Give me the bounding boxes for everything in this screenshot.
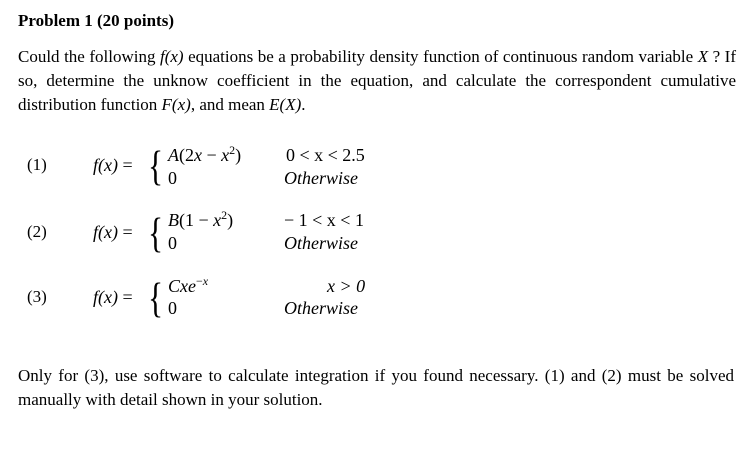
- equation-2-cond2: Otherwise: [284, 233, 358, 253]
- equation-3-label: (3): [27, 287, 47, 306]
- intro-text-3: ? If so, determine the unknow coefficient in the equation, and calculate the correspondent cumulative distribution function: [18, 47, 736, 114]
- equation-1-case2: 0: [168, 168, 177, 188]
- equation-1-case1-sup: 2: [229, 143, 236, 157]
- equation-2-equals: =: [122, 222, 133, 242]
- equation-3-brace: {: [148, 276, 164, 322]
- equation-1-equals: =: [122, 155, 133, 175]
- math-EX: E(X): [269, 95, 302, 114]
- equation-3-equals: =: [122, 287, 133, 307]
- intro-text-2: equations be a probability density function of continuous random variable: [183, 47, 698, 66]
- problem-title: Problem 1 (20 points): [18, 11, 174, 30]
- equation-3-case1-sup: −x: [196, 274, 209, 288]
- equation-2-fx: f(x): [93, 222, 118, 242]
- equation-2-label: (2): [27, 222, 47, 241]
- equation-1-fx: f(x): [93, 155, 118, 175]
- equation-2-case1-text: B(1 − x: [168, 210, 222, 230]
- equation-1-case1-end: ): [235, 145, 242, 165]
- equation-3-case1: [168, 276, 208, 297]
- equation-3-fx: f(x): [93, 287, 118, 307]
- math-Fx: F(x): [161, 95, 191, 114]
- equation-2-case1: [168, 210, 233, 231]
- math-X: X: [697, 47, 709, 66]
- math-fx: f(x): [159, 47, 184, 66]
- equation-1-case1-text: A(2x − x: [168, 145, 230, 165]
- equation-1-lhs: [93, 155, 133, 176]
- equation-2-case2: 0: [168, 233, 177, 253]
- equation-3-lhs: [93, 287, 133, 308]
- equation-2-lhs: [93, 222, 133, 243]
- equation-3-case1-text: Cxe: [168, 276, 197, 296]
- equation-1-case1: [168, 145, 241, 166]
- instructions-note: Only for (3), use software to calculate integration if you found necessary. (1) and (2) must be solved manually with detail shown in your solution.: [18, 366, 734, 409]
- equation-2-cond1: − 1 < x < 1: [284, 210, 364, 230]
- equation-3-case2: 0: [168, 298, 177, 318]
- intro-text-4: , and mean: [190, 95, 270, 114]
- equation-3-cond1: x > 0: [327, 276, 366, 296]
- intro-text-1: Could the following: [18, 47, 160, 66]
- equation-2-case1-end: ): [227, 210, 234, 230]
- equation-3-cond2: Otherwise: [284, 298, 358, 318]
- intro-text-5: .: [301, 95, 306, 114]
- equation-2-brace: {: [148, 211, 164, 257]
- equation-1-brace: {: [148, 144, 164, 190]
- equation-1-cond2: Otherwise: [284, 168, 358, 188]
- problem-statement: [18, 45, 736, 117]
- equation-1-cond1: 0 < x < 2.5: [286, 145, 365, 165]
- equation-1-label: (1): [27, 155, 47, 174]
- equation-2-case1-sup: 2: [221, 208, 228, 222]
